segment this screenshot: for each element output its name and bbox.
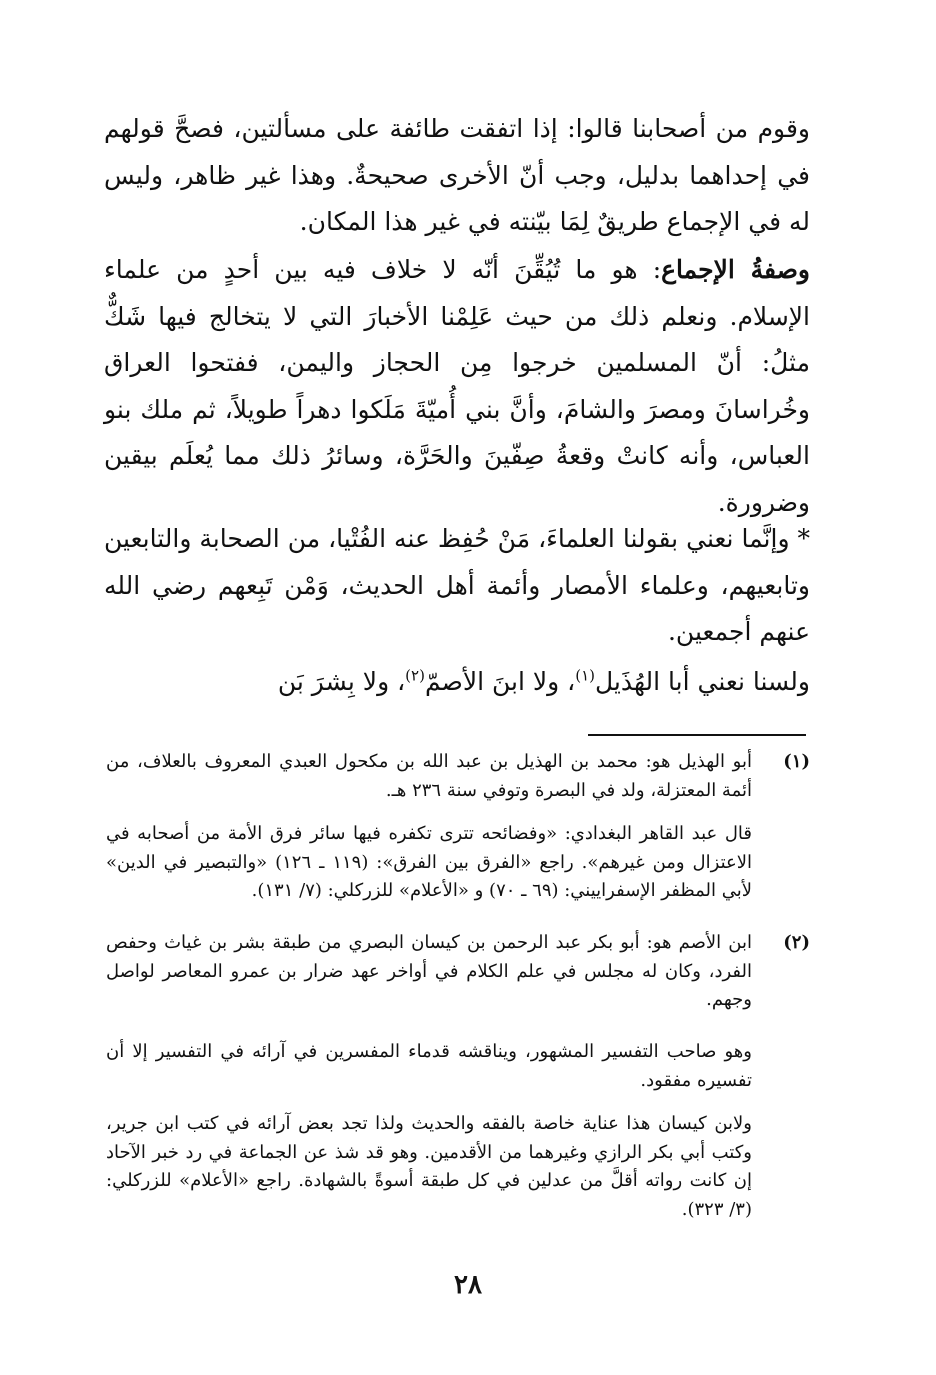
paragraph-excluded-persons [104,659,810,706]
footnote-ref-1[interactable]: (١) [575,666,595,685]
heading-consensus-description: وصفةُ الإجماع [661,255,810,284]
page-number: ٢٨ [454,1270,482,1300]
footnote-2-bio: ابن الأصم هو: أبو بكر عبد الرحمن بن كيسان البصري من طبقة بشر بن غياث وحفص الفرد، وكان له مجلس في علم الكلام في أواخر عهد ضرار بن عمرو المعاصر لواصل وجهم. [106,932,752,1010]
footnote-ref-2[interactable]: (٢) [405,666,425,685]
footnote-2-hadith: ولابن كيسان هذا عناية خاصة بالفقه والحديث ولذا تجد بعض آرائه في كتب ابن جرير، وكتب أبي بكر الرازي وغيرهما من الأقدمين. وهو قد شذ عن الجماعة في رد خبر الآحاد إن كانت رواته أقلَّ من عدلين في كل طبقة أسوةً بالشهادة. راجع «الأعلام» للزركلي: (٣/ ٣٢٣). [106,1113,752,1220]
footnote-2-number: (٢) [783,932,810,953]
footnote-1-quote: قال عبد القاهر البغدادي: «وفضائحه تترى تكفره فيها سائر فرق الأمة من أصحابه في الاعتزال ومن غيرهم». راجع «الفرق بين الفرق»: (١١٩ ـ ١٢٦) «والتبصير في الدين» لأبي المظفر الإسفراييني: (٦٩ ـ ٧٠) و «الأعلام» للزركلي: (٧/ ١٣١). [106,823,753,901]
consensus-definition-text: : هو ما تُيُقِّنَ أنّه لا خلاف فيه بين أحدٍ من علماء الإسلام. ونعلم ذلك من حيث عَلِمْنا الأخبارَ التي لا يتخالج فيها شَكٌّ مثلُ: أنّ المسلمين خرجوا مِن الحجاز واليمن، ففتحوا العراق وخُراسانَ ومصرَ والشامَ، وأنَّ بني أُميّةَ مَلَكوا دهراً طويلاً، ثم ملك بنو العباس، وأنه كانتْ وقعةُ صِفّينَ والحَرَّة، وسائرُ ذلك مما يُعلَم بيقين وضرورة. [104,255,810,517]
paragraph-consensus-two-issues: وقوم من أصحابنا قالوا: إذا اتفقت طائفة على مسألتين، فصحَّ قولهم في إحداهما بدليل، وجب أنّ الأخرى صحيحةٌ. وهذا غير ظاهر، وليس له في الإجماع طريقٌ لِمَا بيّنته في غير هذا المكان. [104,114,810,236]
excluded-text-3: ، ولا بِشرَ بَن [277,667,406,696]
footnote-1-bio: أبو الهذيل هو: محمد بن الهذيل بن عبد الله بن مكحول العبدي المعروف بالعلاف، من أئمة المعتزلة، ولد في البصرة وتوفي سنة ٢٣٦ هـ. [106,751,752,801]
paragraph-consensus-definition [104,247,810,526]
footnote-separator [588,734,806,736]
paragraph-meaning-of-scholars: * وإنَّما نعني بقولنا العلماءَ، مَنْ حُفِظ عنه الفُتْيا، من الصحابة والتابعين وتابعيهم، وعلماء الأمصار وأئمة أهل الحديث، وَمْن تَبِعهم رضي الله عنهم أجمعين. [104,524,810,646]
excluded-text-1: ولسنا نعني أبا الهُذَيل [594,667,810,696]
footnote-2-tafsir: وهو صاحب التفسير المشهور، ويناقشه قدماء المفسرين في آرائه في التفسير إلا أن تفسيره مفقود. [106,1041,752,1091]
footnote-1-number: (١) [783,751,810,772]
excluded-text-2: ، ولا ابنَ الأصمّ [424,667,576,696]
